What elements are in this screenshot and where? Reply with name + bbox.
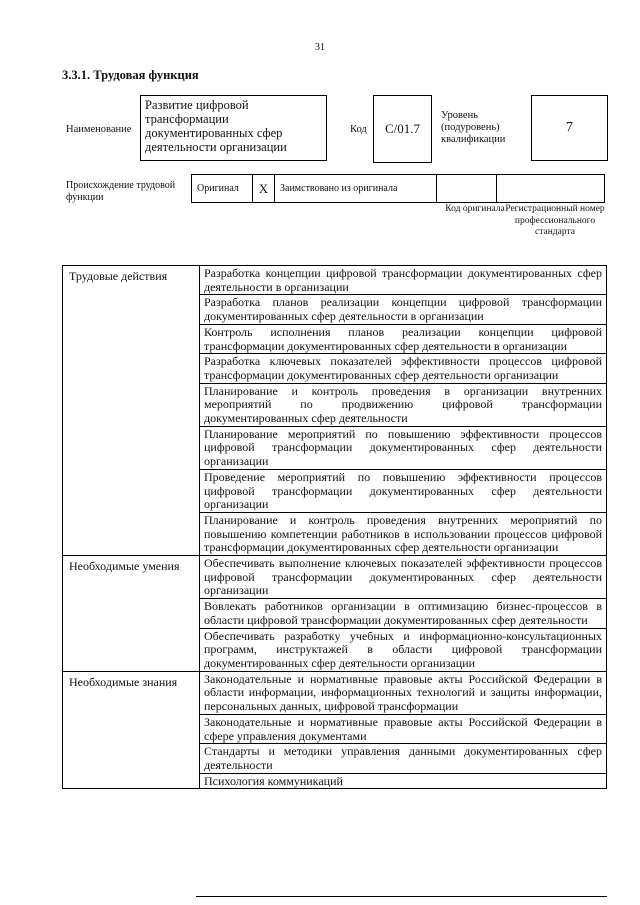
table-cell: Законодательные и нормативные правовые акты Российской Федерации в области информации, информационных технологий и защиты информации, персональных данных, цифровой трансформации [200,671,607,714]
section-heading: Необходимые знания [63,671,200,789]
level-label: Уровень (подуровень) квалификации [441,110,506,145]
table-row [63,671,607,714]
origin-code-cell [436,174,496,203]
bottom-rule [196,896,607,897]
table-cell: Вовлекать работников организации в оптимизацию бизнес-процессов в области цифровой трансформации документированных сфер деятельности [200,599,607,628]
origin-code-label: Код оригинала [445,204,505,214]
function-table [62,265,607,789]
table-cell: Психология коммуникаций [200,773,607,789]
code-value: C/01.7 [373,95,432,163]
reg-number-cell [496,174,605,203]
page-number: 31 [315,42,325,53]
name-value: Развитие цифровой трансформации документированных сфер деятельности организации [140,95,327,161]
level-value: 7 [531,95,608,161]
table-cell: Планирование мероприятий по повышению эффективности процессов цифровой трансформации документированных сфер деятельности организации [200,426,607,469]
origin-mark: X [252,174,274,203]
table-cell: Проведение мероприятий по повышению эффективности процессов цифровой трансформации документированных сфер деятельности организации [200,469,607,512]
name-label: Наименование [66,124,132,135]
origin-label: Происхождение трудовой функции [66,180,176,203]
table-cell: Планирование и контроль проведения в организации внутренних мероприятий по продвижению цифровой трансформации документированных сфер деятельности [200,383,607,426]
section-heading: Необходимые умения [63,556,200,672]
table-cell: Контроль исполнения планов реализации концепции цифровой трансформации документированных сфер деятельности в организации [200,324,607,353]
table-cell: Обеспечивать выполнение ключевых показателей эффективности процессов цифровой трансформации документированных сфер деятельности организации [200,556,607,599]
table-cell: Разработка ключевых показателей эффективности процессов цифровой трансформации документированных сфер деятельности организации [200,354,607,383]
origin-borrowed: Заимствовано из оригинала [274,174,436,203]
table-cell: Законодательные и нормативные правовые акты Российской Федерации в сфере управления документами [200,714,607,743]
table-cell: Разработка концепции цифровой трансформации документированных сфер деятельности в организации [200,266,607,295]
reg-number-label: Регистрационный номер профессионального стандарта [505,204,605,237]
table-cell: Разработка планов реализации концепции цифровой трансформации документированных сфер деятельности в организации [200,295,607,324]
section-title: 3.3.1. Трудовая функция [62,68,199,82]
code-label: Код [350,124,367,135]
table-row [63,266,607,295]
table-cell: Обеспечивать разработку учебных и информационно-консультационных программ, инструктажей в области цифровой трансформации документированных сфер деятельности организации [200,628,607,671]
table-row [63,556,607,599]
origin-table [191,174,605,203]
origin-original: Оригинал [191,174,252,203]
table-cell: Стандарты и методики управления данными документированных сфер деятельности [200,744,607,773]
section-heading: Трудовые действия [63,266,200,556]
table-cell: Планирование и контроль проведения внутренних мероприятий по повышению компетенции работников в использовании процессов цифровой трансформации документированных сфер деятельности организации [200,512,607,555]
